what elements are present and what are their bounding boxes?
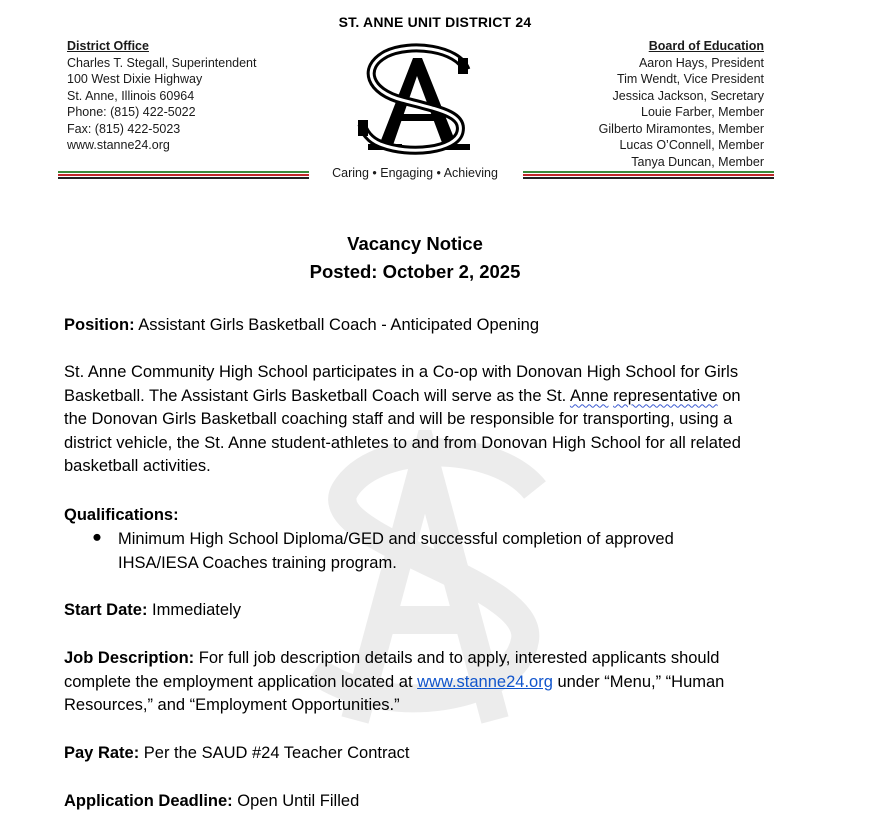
board-member: Tanya Duncan, Member [631, 154, 764, 169]
posted-date: Posted: October 2, 2025 [309, 261, 521, 282]
district-name: ST. ANNE UNIT DISTRICT 24 [338, 14, 532, 30]
description-text: St. Anne Community High School participates in a Co-op with Donovan High School for Girls Basketball. The Assistant Girls Basketball Coach will serve as the St. [64, 363, 739, 405]
office-fax: Fax: (815) 422-5023 [67, 121, 181, 136]
board-member: Tim Wendt, Vice President [616, 72, 764, 86]
job-description-paragraph [64, 647, 764, 718]
board-member: Louie Farber, Member [641, 105, 764, 119]
notice-title: Vacancy Notice [347, 233, 483, 254]
job-description-text: under “Menu,” “Human Resources,” and “Employment Opportunities.” [64, 672, 725, 714]
board-member: Aaron Hays, President [638, 55, 764, 70]
position-value: Assistant Girls Basketball Coach - Anticipated Opening [134, 316, 540, 334]
qualifications-label: Qualifications: [64, 506, 179, 524]
deadline-line [64, 790, 764, 814]
start-date-line [64, 599, 764, 623]
district-office-heading: District Office [67, 39, 149, 53]
start-date-value: Immediately [147, 601, 241, 619]
district-office-block [67, 38, 256, 154]
deadline-value: Open Until Filled [232, 792, 360, 810]
office-line: 100 West Dixie Highway [67, 72, 203, 86]
spellcheck-word: representative [613, 386, 718, 405]
board-heading: Board of Education [648, 39, 764, 53]
description-text: on the Donovan Girls Basketball coaching staff and will be responsible for transporting, using a district vehicle, the St. Anne student-athletes to and from Donovan High School for all related basketball activities. [64, 386, 741, 475]
pay-rate-value: Per the SAUD #24 Teacher Contract [139, 744, 410, 762]
pay-rate-line [64, 742, 764, 766]
office-line: St. Anne, Illinois 60964 [67, 88, 195, 103]
board-member: Lucas O’Connell, Member [619, 138, 764, 152]
office-website[interactable]: www.stanne24.org [67, 138, 170, 152]
office-phone: Phone: (815) 422-5022 [67, 105, 196, 119]
spellcheck-word: Anne [569, 386, 609, 405]
website-link[interactable]: www.stanne24.org [417, 672, 553, 691]
board-block [599, 38, 764, 170]
position-label: Position: [64, 316, 135, 334]
qualifications-heading [64, 504, 764, 528]
position-line [64, 314, 764, 338]
board-member: Jessica Jackson, Secretary [612, 88, 764, 103]
description-paragraph [64, 361, 764, 479]
deadline-label: Application Deadline: [64, 792, 233, 810]
office-line: Charles T. Stegall, Superintendent [67, 55, 257, 70]
qualification-item: Minimum High School Diploma/GED and successful completion of approved IHSA/IESA Coaches training program. [118, 530, 674, 572]
job-description-label: Job Description: [64, 649, 195, 667]
tagline: Caring • Engaging • Achieving [332, 166, 498, 180]
job-description-text: For full job description details and to apply, interested applicants should complete the employment application located at [64, 649, 720, 691]
bullet-icon: ● [92, 528, 102, 546]
pay-rate-label: Pay Rate: [64, 744, 140, 762]
start-date-label: Start Date: [64, 601, 148, 619]
district-logo [340, 40, 490, 160]
board-member: Gilberto Miramontes, Member [598, 121, 764, 136]
